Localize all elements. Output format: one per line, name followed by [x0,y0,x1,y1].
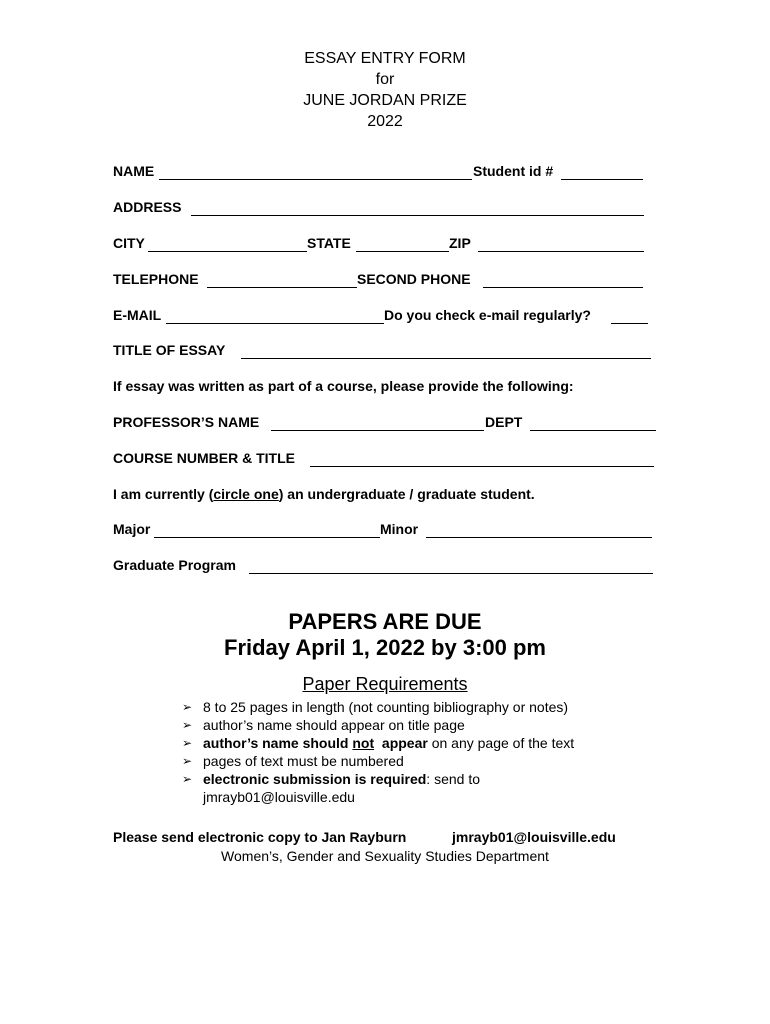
requirement-send-to: : send to [426,771,480,787]
form-header [0,48,770,132]
list-item [182,734,574,752]
circle-one: circle one [213,486,279,502]
prize-year: 2022 [367,113,403,130]
form-title: ESSAY ENTRY FORM [304,50,466,67]
email-label: E-MAIL [113,307,162,323]
requirement-numbered: pages of text must be numbered [203,753,404,769]
state-field[interactable] [356,251,449,252]
due-heading: PAPERS ARE DUE [288,609,482,634]
telephone-field[interactable] [207,287,357,288]
prize-name: JUNE JORDAN PRIZE [303,92,467,109]
requirement-title-page: author’s name should appear on title page [203,717,465,733]
email-field[interactable] [166,323,384,324]
student-id-label: Student id # [473,163,554,179]
list-item [182,698,574,716]
form-title-for: for [375,71,395,88]
requirement-length: 8 to 25 pages in length (not counting bibliography or notes) [203,699,569,715]
essay-title-field[interactable] [241,358,651,359]
list-item-continuation [182,788,574,806]
contact-email-link[interactable]: jmrayb01@louisville.edu [452,829,616,845]
course-label: COURSE NUMBER & TITLE [113,450,295,466]
essay-title-label: TITLE OF ESSAY [113,342,226,358]
requirements-list [182,698,574,806]
major-label: Major [113,521,151,537]
arrow-bullet-icon: ➢ [182,718,193,732]
second-phone-label: SECOND PHONE [357,271,471,287]
arrow-bullet-icon: ➢ [182,700,193,714]
dept-label: DEPT [485,414,523,430]
due-date: Friday April 1, 2022 by 3:00 pm [224,635,546,660]
city-field[interactable] [148,251,307,252]
graduate-program-field[interactable] [249,573,653,574]
contact-text: Please send electronic copy to Jan Rayburn [113,829,407,845]
second-phone-field[interactable] [483,287,643,288]
zip-label: ZIP [449,235,471,251]
zip-field[interactable] [478,251,644,252]
dept-field[interactable] [530,430,656,431]
minor-field[interactable] [426,537,652,538]
minor-label: Minor [380,521,419,537]
requirement-not: not [352,735,375,751]
list-item [182,716,574,734]
department-name: Women’s, Gender and Sexuality Studies Department [221,848,549,864]
name-label: NAME [113,163,155,179]
major-field[interactable] [154,537,380,538]
requirement-name-c: on any page of the text [427,735,575,751]
telephone-label: TELEPHONE [113,271,199,287]
name-field[interactable] [159,179,472,180]
arrow-bullet-icon: ➢ [182,754,193,768]
requirement-name-a: author’s name should [203,735,353,751]
city-label: CITY [113,235,145,251]
arrow-bullet-icon: ➢ [182,736,193,750]
requirements-heading: Paper Requirements [302,674,468,694]
address-field[interactable] [191,215,644,216]
graduate-program-label: Graduate Program [113,557,236,573]
check-email-label: Do you check e-mail regularly? [384,307,591,323]
arrow-bullet-icon: ➢ [182,772,193,786]
status-suffix: ) an undergraduate / graduate student. [278,486,535,502]
course-note: If essay was written as part of a course, please provide the following: [113,378,574,394]
list-item [182,770,574,788]
address-label: ADDRESS [113,199,182,215]
professor-label: PROFESSOR’S NAME [113,414,260,430]
student-status-line [113,486,535,502]
professor-field[interactable] [271,430,484,431]
course-field[interactable] [310,466,654,467]
requirement-electronic: electronic submission is required [203,771,427,787]
status-prefix: I am currently ( [113,486,214,502]
student-id-field[interactable] [561,179,643,180]
list-item [182,752,574,770]
state-label: STATE [307,235,351,251]
check-email-field[interactable] [611,323,648,324]
requirement-email-link[interactable]: jmrayb01@louisville.edu [203,789,355,805]
requirement-name-b: appear [374,735,428,751]
